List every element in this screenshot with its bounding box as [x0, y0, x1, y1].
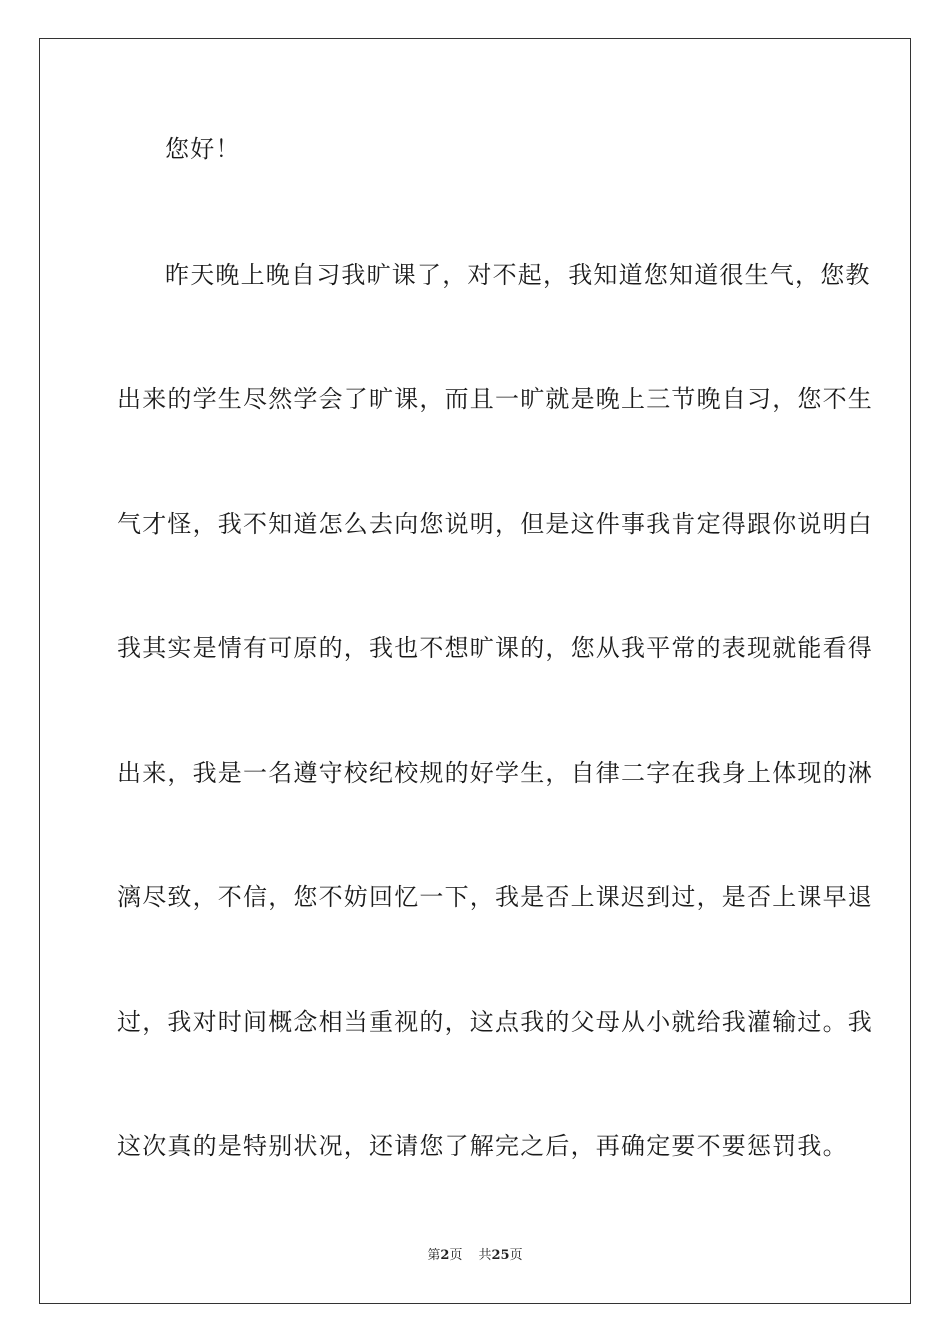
paragraph-line: 这次真的是特别状况，还请您了解完之后，再确定要不要惩罚我。 — [117, 1132, 848, 1160]
paragraph-line: 出来的学生尽然学会了旷课，而且一旷就是晚上三节晚自习，您不生 — [117, 385, 873, 413]
page-total: 共25页 — [478, 1248, 523, 1263]
page-footer — [0, 1247, 950, 1265]
paragraph-line: 气才怪，我不知道怎么去向您说明，但是这件事我肯定得跟你说明白 — [117, 510, 873, 538]
paragraph-line: 出来，我是一名遵守校纪校规的好学生，自律二字在我身上体现的淋 — [117, 759, 873, 787]
paragraph-line: 我其实是情有可原的，我也不想旷课的，您从我平常的表现就能看得 — [117, 634, 873, 662]
paragraph-line: 昨天晚上晚自习我旷课了，对不起，我知道您知道很生气，您教 — [165, 261, 871, 289]
page-border — [39, 38, 911, 1304]
greeting: 您好！ — [165, 135, 241, 163]
paragraph-line: 过，我对时间概念相当重视的，这点我的父母从小就给我灌输过。我 — [117, 1008, 873, 1036]
page-number: 第2页 — [427, 1248, 463, 1263]
paragraph-line: 漓尽致，不信，您不妨回忆一下，我是否上课迟到过，是否上课早退 — [117, 883, 873, 911]
